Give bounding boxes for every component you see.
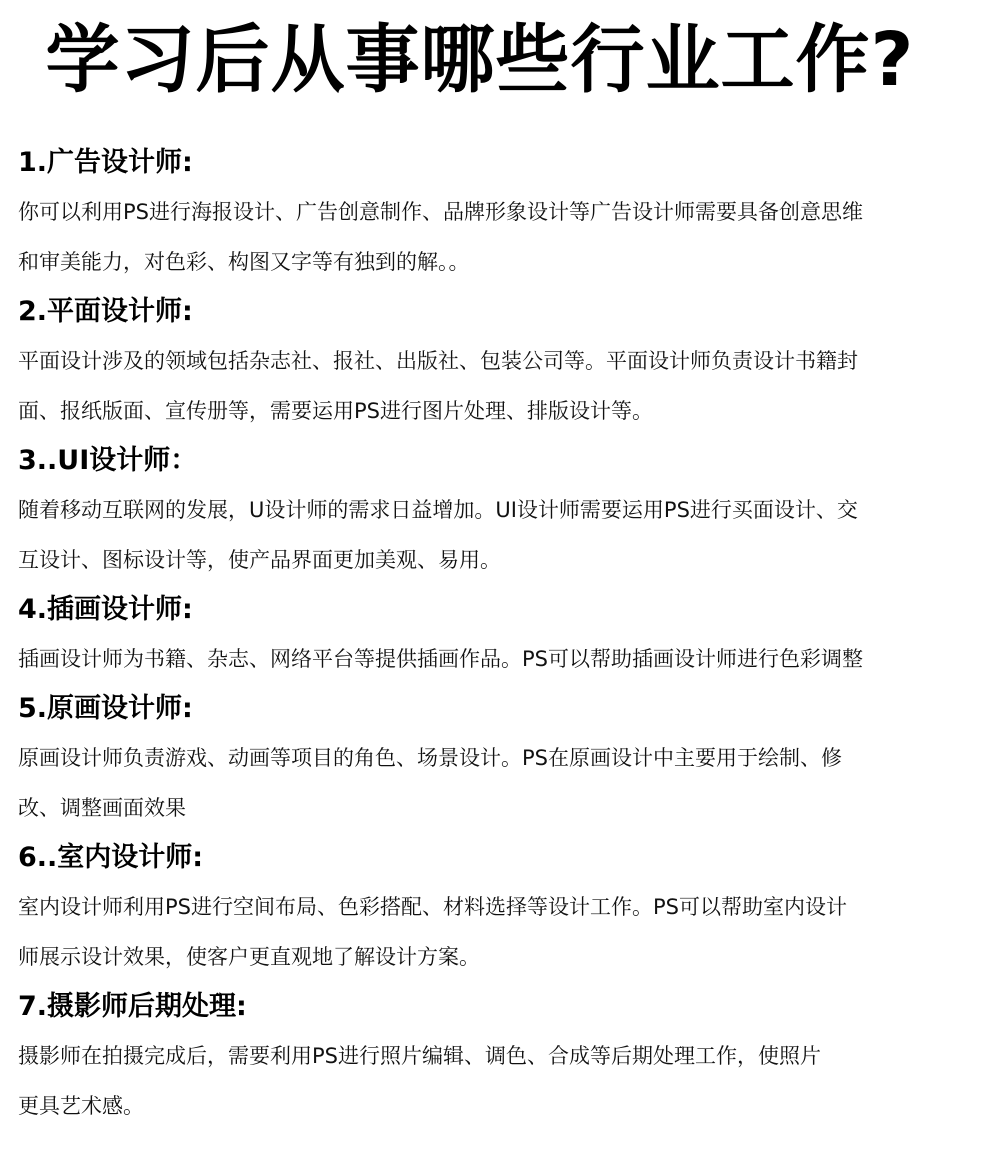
section-text-line: 摄影师在拍摄完成后，需要利用PS进行照片编辑、调色、合成等后期处理工作，使照片 [18, 1044, 821, 1068]
career-section-graphic-designer [18, 287, 986, 436]
career-section-advertising-designer [18, 138, 986, 287]
section-text-line: 更具艺术感。 [18, 1094, 144, 1118]
section-text-line: 原画设计师负责游戏、动画等项目的角色、场景设计。PS在原画设计中主要用于绘制、修 [18, 746, 842, 770]
section-heading: 3..UI设计师： [18, 445, 198, 476]
section-text-line: 师展示设计效果，使客户更直观地了解设计方案。 [18, 945, 480, 969]
career-list [18, 138, 986, 1131]
section-text-line: 平面设计涉及的领域包括杂志社、报社、出版社、包装公司等。平面设计师负责设计书籍封 [18, 349, 858, 373]
career-section-illustrator [18, 585, 986, 684]
section-text-line: 和审美能力，对色彩、构图又字等有独到的解。。 [18, 250, 470, 274]
section-heading: 6..室内设计师: [18, 842, 204, 873]
career-section-concept-artist [18, 684, 986, 833]
section-text-line: 随着移动互联网的发展，U设计师的需求日益增加。UI设计师需要运用PS进行买面设计、交 [18, 498, 858, 522]
section-text-line: 你可以利用PS进行海报设计、广告创意制作、品牌形象设计等广告设计师需要具备创意思维 [18, 200, 863, 224]
career-section-interior-designer [18, 833, 986, 982]
page-title: 学习后从事哪些行业工作? [45, 17, 915, 103]
career-section-ui-designer [18, 436, 986, 585]
section-heading: 4.插画设计师: [18, 594, 193, 625]
section-text-line: 改、调整画面效果 [18, 796, 186, 820]
career-section-photo-post-processing [18, 982, 986, 1131]
section-text-line: 互设计、图标设计等，使产品界面更加美观、易用。 [18, 548, 501, 572]
section-heading: 5.原画设计师: [18, 693, 193, 724]
section-text-line: 面、报纸版面、宣传册等，需要运用PS进行图片处理、排版设计等。 [18, 399, 653, 423]
section-text-line: 室内设计师利用PS进行空间布局、色彩搭配、材料选择等设计工作。PS可以帮助室内设计 [18, 895, 847, 919]
section-heading: 1.广告设计师: [18, 147, 193, 178]
section-text-line: 插画设计师为书籍、杂志、网络平台等提供插画作品。PS可以帮助插画设计师进行色彩调整 [18, 647, 863, 671]
section-heading: 2.平面设计师: [18, 296, 193, 327]
section-heading: 7.摄影师后期处理: [18, 991, 247, 1022]
